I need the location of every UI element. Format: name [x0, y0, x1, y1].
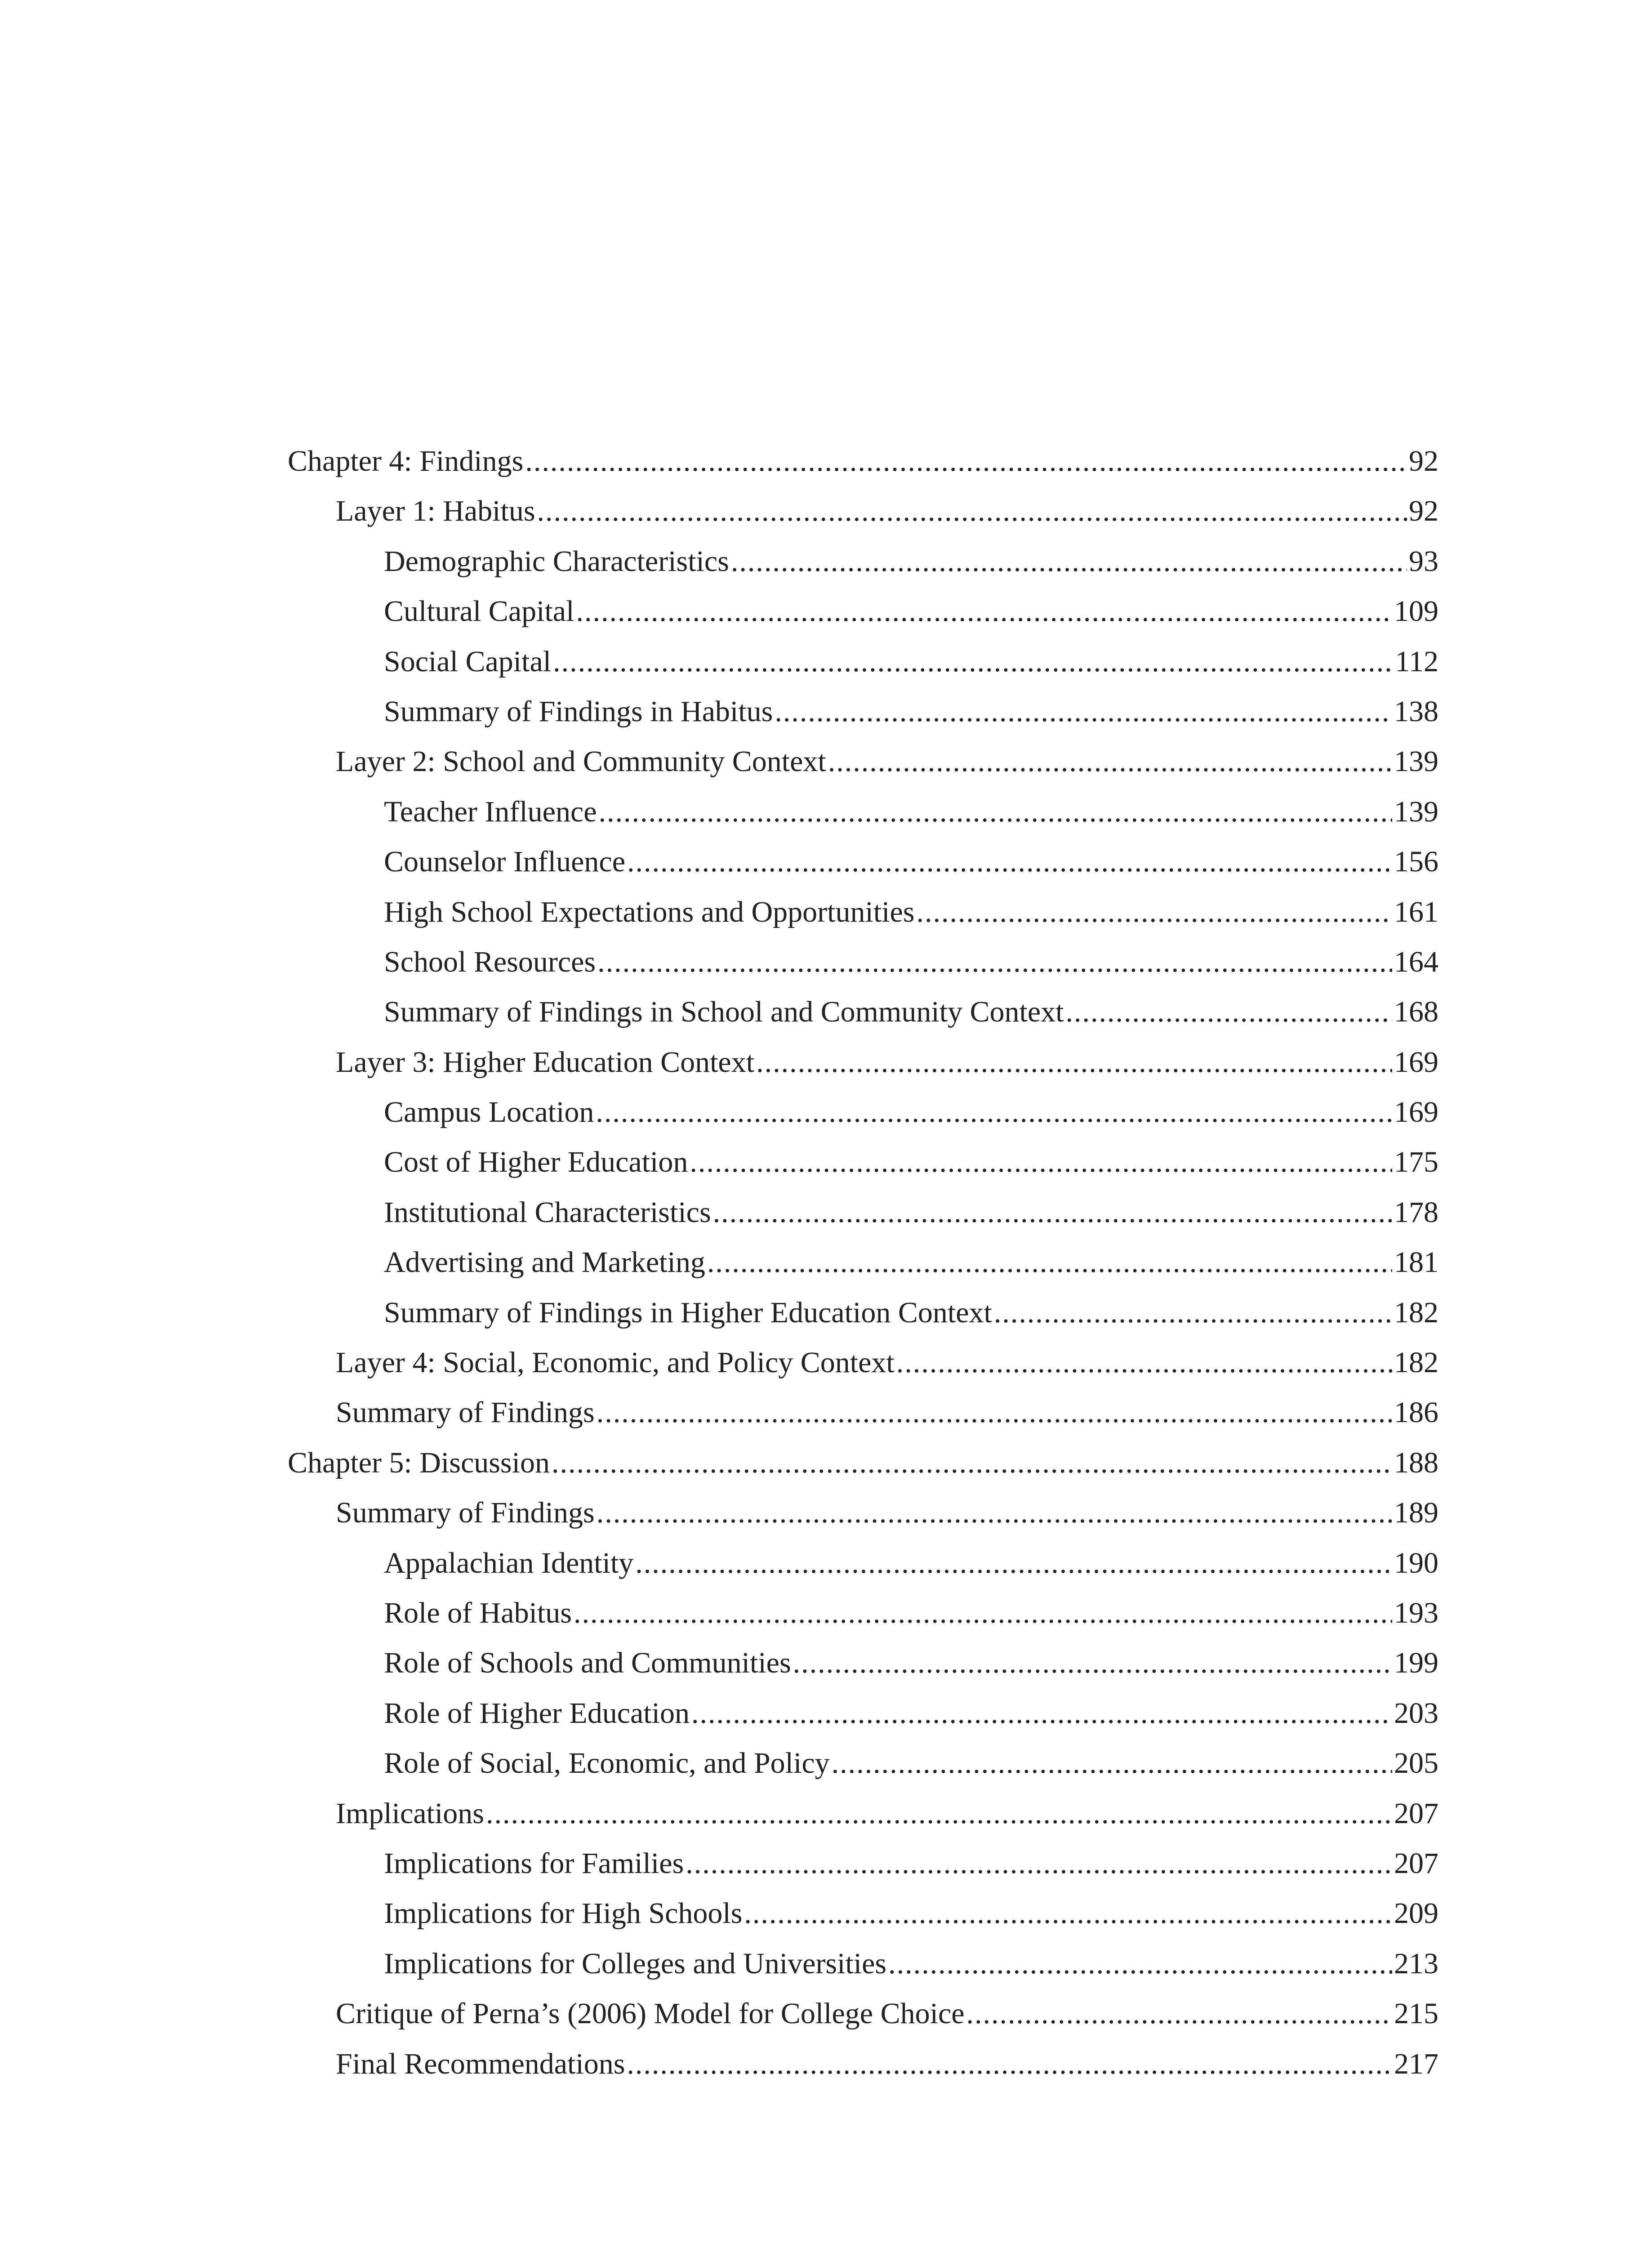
- toc-entry-page-number: 193: [1394, 1596, 1438, 1629]
- dot-leader: [888, 1939, 1392, 1989]
- dot-leader: [994, 1288, 1392, 1338]
- toc-entry[interactable]: [288, 1989, 1438, 2038]
- toc-entry-title: Summary of Findings: [336, 1396, 595, 1429]
- dot-leader: [686, 1838, 1392, 1888]
- toc-entry-title: Role of Higher Education: [384, 1696, 690, 1730]
- toc-entry-page-number: 109: [1394, 595, 1438, 628]
- toc-entry[interactable]: [288, 1338, 1438, 1387]
- dot-leader: [537, 486, 1407, 536]
- toc-entry-title: Role of Habitus: [384, 1596, 572, 1629]
- toc-entry-page-number: 182: [1394, 1296, 1438, 1329]
- dot-leader: [828, 736, 1392, 786]
- dot-leader: [690, 1137, 1392, 1187]
- toc-entry[interactable]: [288, 787, 1438, 837]
- toc-entry[interactable]: [288, 1688, 1438, 1738]
- dot-leader: [635, 1538, 1392, 1588]
- toc-entry[interactable]: [288, 1789, 1438, 1838]
- toc-entry[interactable]: [288, 637, 1438, 687]
- dot-leader: [486, 1789, 1392, 1838]
- dot-leader: [599, 787, 1392, 837]
- dot-leader: [691, 1688, 1392, 1738]
- toc-entry-page-number: 168: [1394, 995, 1438, 1029]
- toc-entry[interactable]: [288, 837, 1438, 887]
- dot-leader: [576, 586, 1392, 636]
- toc-entry[interactable]: [288, 1087, 1438, 1137]
- table-of-contents: [288, 436, 1438, 2089]
- toc-entry[interactable]: [288, 486, 1438, 536]
- toc-entry[interactable]: [288, 1638, 1438, 1688]
- dot-leader: [552, 1438, 1392, 1488]
- dot-leader: [627, 2039, 1392, 2089]
- toc-entry-title: Implications: [336, 1797, 484, 1830]
- dot-leader: [731, 536, 1407, 586]
- toc-entry[interactable]: [288, 1237, 1438, 1287]
- dot-leader: [775, 687, 1392, 736]
- toc-entry-title: Summary of Findings in School and Community Context: [384, 995, 1064, 1029]
- toc-entry-title: Summary of Findings: [336, 1496, 595, 1530]
- toc-entry[interactable]: [288, 1939, 1438, 1989]
- toc-entry-page-number: 181: [1394, 1246, 1438, 1279]
- toc-entry-page-number: 213: [1394, 1947, 1438, 1980]
- toc-entry[interactable]: [288, 1187, 1438, 1237]
- toc-entry-title: Cultural Capital: [384, 595, 574, 628]
- toc-entry-title: School Resources: [384, 945, 596, 978]
- toc-entry[interactable]: [288, 1838, 1438, 1888]
- toc-entry-page-number: 189: [1394, 1496, 1438, 1530]
- toc-entry-page-number: 186: [1394, 1396, 1438, 1429]
- dot-leader: [553, 637, 1393, 687]
- dot-leader: [896, 1338, 1392, 1387]
- toc-entry-title: Cost of Higher Education: [384, 1146, 688, 1179]
- toc-entry-page-number: 92: [1409, 495, 1438, 528]
- toc-entry-title: Implications for Families: [384, 1847, 684, 1880]
- toc-entry-page-number: 178: [1394, 1195, 1438, 1229]
- toc-entry-title: Layer 2: School and Community Context: [336, 745, 826, 778]
- toc-entry-page-number: 93: [1409, 544, 1438, 578]
- dot-leader: [597, 937, 1392, 987]
- toc-entry[interactable]: [288, 1387, 1438, 1437]
- toc-entry-page-number: 112: [1395, 645, 1438, 678]
- toc-entry-title: Critique of Perna’s (2006) Model for College Choice: [336, 1997, 965, 2030]
- toc-entry-page-number: 205: [1394, 1747, 1438, 1780]
- toc-entry-page-number: 92: [1409, 445, 1438, 477]
- toc-entry-title: Teacher Influence: [384, 795, 597, 828]
- toc-entry[interactable]: [288, 1588, 1438, 1638]
- dot-leader: [1066, 987, 1392, 1037]
- toc-entry-title: Institutional Characteristics: [384, 1195, 711, 1229]
- toc-entry-page-number: 207: [1394, 1797, 1438, 1830]
- dot-leader: [525, 436, 1407, 486]
- dot-leader: [707, 1237, 1392, 1287]
- toc-entry[interactable]: [288, 987, 1438, 1037]
- toc-entry-page-number: 175: [1394, 1146, 1438, 1179]
- toc-entry[interactable]: [288, 687, 1438, 736]
- toc-entry[interactable]: [288, 436, 1438, 486]
- dot-leader: [597, 1387, 1392, 1437]
- toc-entry-page-number: 156: [1394, 845, 1438, 879]
- toc-entry-title: Demographic Characteristics: [384, 544, 729, 578]
- toc-entry-title: Chapter 5: Discussion: [288, 1446, 550, 1479]
- toc-entry-page-number: 169: [1394, 1045, 1438, 1079]
- toc-entry-page-number: 138: [1394, 695, 1438, 728]
- toc-entry-page-number: 182: [1394, 1346, 1438, 1379]
- toc-entry[interactable]: [288, 736, 1438, 786]
- toc-entry[interactable]: [288, 1888, 1438, 1938]
- toc-entry-title: Final Recommendations: [336, 2047, 625, 2080]
- toc-entry[interactable]: [288, 1438, 1438, 1488]
- toc-entry[interactable]: [288, 1538, 1438, 1588]
- dot-leader: [597, 1488, 1392, 1538]
- toc-entry-title: Advertising and Marketing: [384, 1246, 705, 1279]
- toc-entry-title: Counselor Influence: [384, 845, 625, 879]
- toc-entry-page-number: 161: [1394, 895, 1438, 928]
- toc-entry[interactable]: [288, 586, 1438, 636]
- toc-entry-title: Role of Social, Economic, and Policy: [384, 1747, 830, 1780]
- toc-entry[interactable]: [288, 1488, 1438, 1538]
- toc-entry-title: Layer 4: Social, Economic, and Policy Context: [336, 1346, 895, 1379]
- toc-entry[interactable]: [288, 887, 1438, 937]
- toc-entry-title: Summary of Findings in Habitus: [384, 695, 773, 728]
- toc-entry-title: Appalachian Identity: [384, 1546, 634, 1579]
- dot-leader: [574, 1588, 1392, 1638]
- toc-entry[interactable]: [288, 536, 1438, 586]
- dot-leader: [744, 1888, 1392, 1938]
- toc-entry-page-number: 164: [1394, 945, 1438, 978]
- dot-leader: [713, 1187, 1392, 1237]
- dot-leader: [917, 887, 1393, 937]
- toc-entry-page-number: 190: [1394, 1546, 1438, 1579]
- toc-entry-page-number: 207: [1394, 1847, 1438, 1880]
- toc-entry-page-number: 217: [1394, 2047, 1438, 2080]
- toc-entry[interactable]: [288, 2039, 1438, 2089]
- toc-entry[interactable]: [288, 1738, 1438, 1788]
- toc-entry-title: Layer 1: Habitus: [336, 495, 535, 528]
- dot-leader: [756, 1037, 1392, 1087]
- toc-entry-page-number: 169: [1394, 1096, 1438, 1129]
- dot-leader: [966, 1989, 1392, 2038]
- toc-entry-title: High School Expectations and Opportunities: [384, 895, 915, 928]
- dot-leader: [596, 1087, 1392, 1137]
- toc-entry-page-number: 188: [1394, 1446, 1438, 1479]
- toc-entry-title: Campus Location: [384, 1096, 594, 1129]
- toc-entry-title: Implications for Colleges and Universities: [384, 1947, 887, 1980]
- dot-leader: [627, 837, 1392, 887]
- toc-entry-title: Social Capital: [384, 645, 552, 678]
- toc-entry[interactable]: [288, 1137, 1438, 1187]
- toc-entry-title: Chapter 4: Findings: [288, 445, 524, 477]
- dot-leader: [793, 1638, 1392, 1688]
- toc-entry-page-number: 139: [1394, 745, 1438, 778]
- dot-leader: [832, 1738, 1392, 1788]
- toc-entry-page-number: 199: [1394, 1646, 1438, 1680]
- toc-entry-page-number: 139: [1394, 795, 1438, 828]
- toc-entry-title: Summary of Findings in Higher Education Context: [384, 1296, 992, 1329]
- toc-entry[interactable]: [288, 1037, 1438, 1087]
- toc-entry-title: Layer 3: Higher Education Context: [336, 1045, 755, 1079]
- toc-entry-page-number: 203: [1394, 1696, 1438, 1730]
- toc-entry-page-number: 209: [1394, 1897, 1438, 1930]
- toc-entry-title: Implications for High Schools: [384, 1897, 743, 1930]
- toc-entry-title: Role of Schools and Communities: [384, 1646, 791, 1680]
- toc-entry-page-number: 215: [1394, 1997, 1438, 2030]
- toc-entry[interactable]: [288, 1288, 1438, 1338]
- toc-entry[interactable]: [288, 937, 1438, 987]
